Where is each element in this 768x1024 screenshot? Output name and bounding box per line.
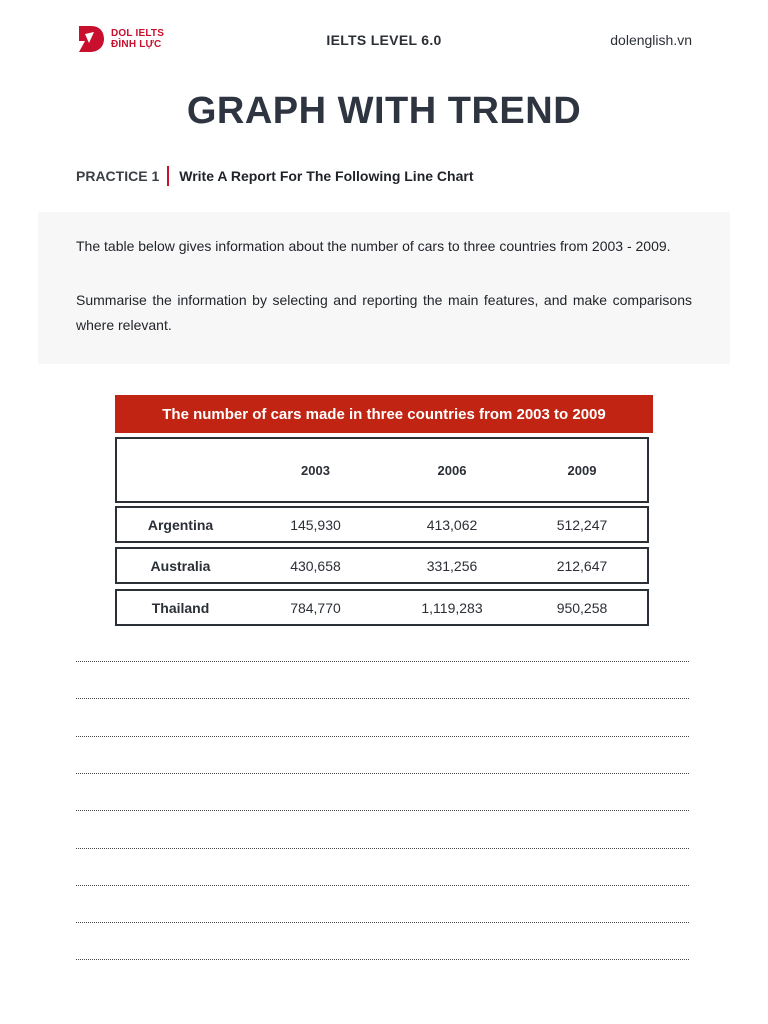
table-cell: 413,062 (426, 516, 478, 533)
row-country: Argentina (147, 516, 214, 533)
practice-divider (167, 166, 169, 186)
prompt-paragraph-1: The table below gives information about the number of cars to three countries from 2003 - 2009. (76, 238, 671, 254)
writing-line[interactable] (76, 698, 689, 699)
row-country: Australia (150, 557, 211, 574)
table-cell: 950,258 (556, 599, 608, 616)
writing-line[interactable] (76, 885, 689, 886)
table-header-cell (117, 439, 244, 501)
page-header (0, 0, 768, 80)
logo-line-2: ĐÌNH LỰC (111, 39, 162, 50)
table-cell: 1,119,283 (421, 599, 483, 616)
table-header-cell: 2006 (437, 462, 467, 478)
writing-line[interactable] (76, 736, 689, 737)
table-cell: 512,247 (556, 516, 608, 533)
site-link[interactable]: dolenglish.vn (610, 32, 692, 48)
writing-line[interactable] (76, 810, 689, 811)
table-row (115, 547, 649, 584)
table-row (115, 589, 649, 626)
table-header-cell: 2003 (301, 462, 330, 478)
writing-line[interactable] (76, 773, 689, 774)
table-cell: 145,930 (290, 516, 341, 533)
table-row (115, 506, 649, 543)
practice-heading (76, 166, 474, 186)
task-prompt (38, 212, 730, 364)
practice-label: PRACTICE 1 (76, 168, 160, 184)
table-cell: 331,256 (426, 557, 478, 574)
row-country: Thailand (151, 599, 210, 616)
writing-line[interactable] (76, 661, 689, 662)
level-label: IELTS LEVEL 6.0 (326, 32, 442, 48)
logo-line-1: DOL IELTS (111, 28, 165, 39)
writing-line[interactable] (76, 959, 689, 960)
table-cell: 430,658 (290, 557, 341, 574)
table-cell: 212,647 (556, 557, 608, 574)
prompt-paragraph-2: Summarise the information by selecting and reporting the main features, and make comparisons where relevant. (76, 292, 692, 333)
writing-line[interactable] (76, 922, 689, 923)
table-title: The number of cars made in three countries from 2003 to 2009 (115, 395, 653, 433)
table-header-row (115, 437, 649, 503)
practice-description: Write A Report For The Following Line Chart (179, 168, 474, 184)
page-title: GRAPH WITH TREND (186, 90, 582, 132)
table-cell: 784,770 (290, 599, 341, 616)
table-header-cell: 2009 (567, 462, 597, 478)
writing-line[interactable] (76, 848, 689, 849)
